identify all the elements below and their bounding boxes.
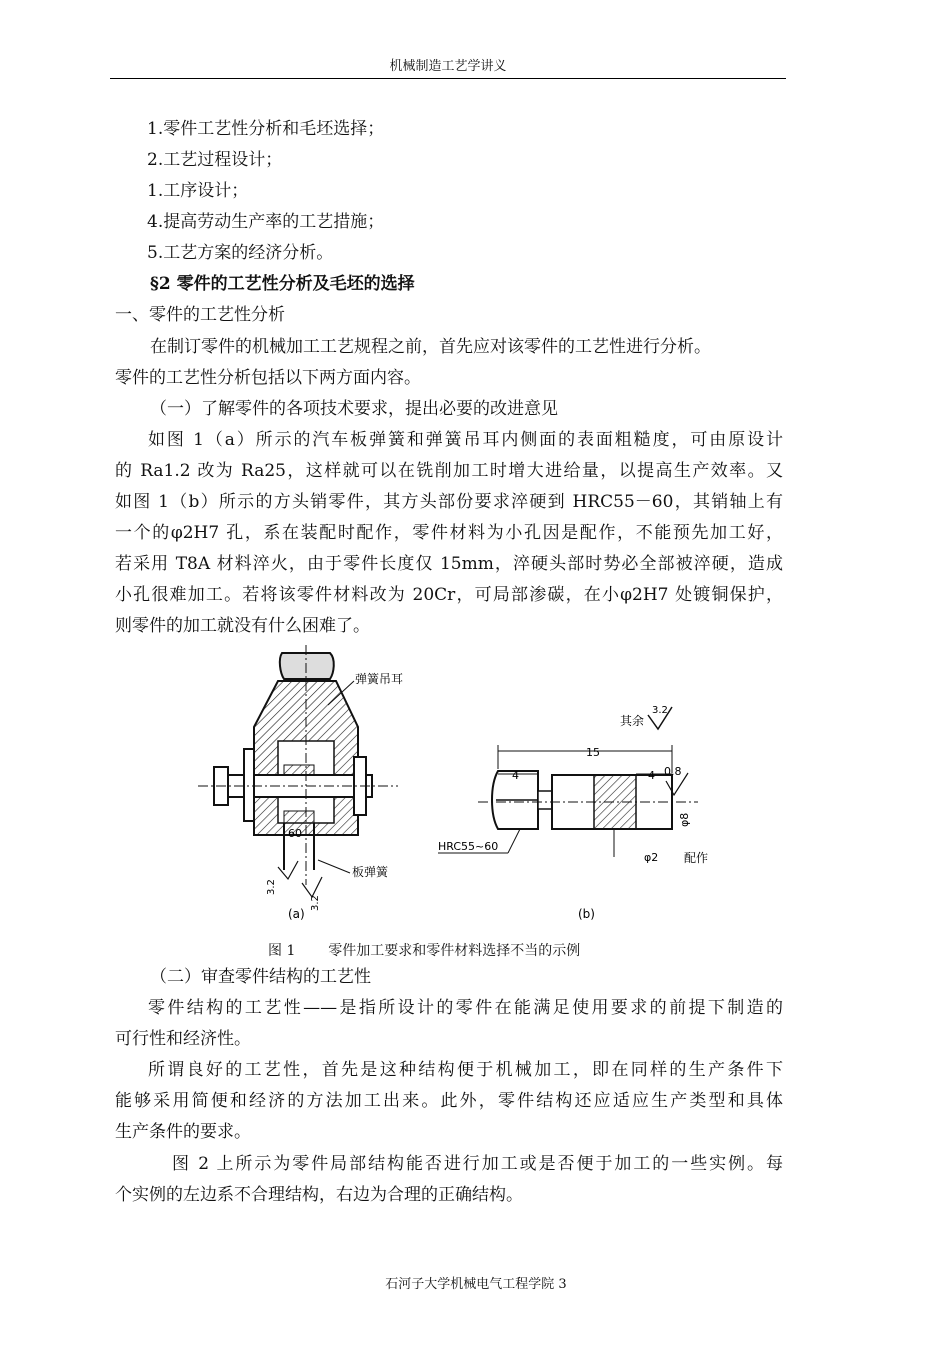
rough-08-label: 0.8 — [664, 765, 682, 778]
caption-number: 图 1 — [268, 943, 296, 959]
list-item: 2.工艺过程设计； — [147, 150, 283, 170]
dim-15-label: 15 — [586, 746, 600, 759]
header-rule — [110, 78, 786, 79]
paragraph-line: 的 Ra1.2 改为 Ra25，这样就可以在铣削加工时增大进给量，以提高生产效率。又 — [115, 461, 783, 481]
fit-label: 配作 — [684, 851, 709, 865]
label-a: (a) — [288, 907, 305, 921]
paragraph-line: 则零件的加工就没有什么困难了。 — [115, 616, 370, 636]
dim-60-label: 60 — [288, 827, 302, 840]
paragraph-line: 小孔很难加工。若将该零件材料改为 20Cr，可局部渗碳，在小φ2H7 处镀铜保护， — [115, 585, 783, 605]
dim-4b-label: 4 — [648, 769, 655, 782]
paragraph-line: 可行性和经济性。 — [115, 1029, 251, 1049]
item-heading: （一）了解零件的各项技术要求，提出必要的改进意见 — [150, 399, 558, 419]
page-footer: 石河子大学机械电气工程学院 3 — [385, 1277, 567, 1292]
caption-text: 零件加工要求和零件材料选择不当的示例 — [328, 943, 581, 959]
paragraph-line: 一个的φ2H7 孔，系在装配时配作，零件材料为小孔因是配作，不能预先加工好， — [115, 523, 783, 543]
roughness-a1-label: 3.2 — [266, 879, 277, 895]
paragraph-line: 在制订零件的机械加工工艺规程之前，首先应对该零件的工艺性进行分析。 — [150, 337, 711, 357]
roughness-a2-label: 3.2 — [310, 895, 321, 911]
section-title: §2 零件的工艺性分析及毛坯的选择 — [150, 274, 415, 294]
list-item: 4.提高劳动生产率的工艺措施； — [147, 212, 385, 232]
list-item: 5.工艺方案的经济分析。 — [147, 243, 334, 263]
spring-ear-label: 弹簧吊耳 — [355, 672, 404, 686]
paragraph-line: 能够采用简便和经济的方法加工出来。此外，零件结构还应适应生产类型和具体 — [115, 1091, 783, 1111]
hrc-label: HRC55~60 — [438, 840, 499, 853]
figure-1-drawing — [158, 645, 738, 937]
leaf-spring-label: 板弹簧 — [352, 865, 389, 879]
paragraph-line: 零件结构的工艺性——是指所设计的零件在能满足使用要求的前提下制造的 — [148, 998, 783, 1018]
page-header: 机械制造工艺学讲义 — [389, 59, 507, 74]
item-heading: （二）审查零件结构的工艺性 — [150, 967, 371, 987]
list-item: 1.工序设计； — [147, 181, 249, 201]
rest-label: 其余 — [620, 714, 645, 728]
figure-a — [198, 645, 403, 921]
paragraph-line: 零件的工艺性分析包括以下两方面内容。 — [115, 368, 421, 388]
roughness-icon — [278, 861, 298, 879]
paragraph-line: 生产条件的要求。 — [115, 1122, 251, 1142]
paragraph-line: 所谓良好的工艺性，首先是这种结构便于机械加工，即在同样的生产条件下 — [148, 1060, 783, 1080]
list-item: 1.零件工艺性分析和毛坯选择； — [147, 119, 385, 139]
roughness-icon — [302, 877, 322, 897]
figure-caption — [268, 940, 580, 960]
paragraph-line: 若采用 T8A 材料淬火，由于零件长度仅 15mm，淬硬头部时势必全部被淬硬，造成 — [115, 554, 783, 574]
dia2-label: φ2 — [644, 851, 659, 864]
paragraph-line: 如图 1（a）所示的汽车板弹簧和弹簧吊耳内侧面的表面粗糙度，可由原设计 — [148, 430, 783, 450]
paragraph-line: 图 2 上所示为零件局部结构能否进行加工或是否便于加工的一些实例。每 — [172, 1154, 783, 1174]
dia8-label: φ8 — [678, 812, 691, 827]
rest-value-label: 3.2 — [652, 705, 668, 716]
figure-b — [438, 705, 708, 921]
figure-1 — [158, 645, 738, 937]
subsection-heading: 一、零件的工艺性分析 — [115, 305, 285, 325]
label-b: (b) — [578, 907, 595, 921]
dim-4a-label: 4 — [512, 769, 519, 782]
paragraph-line: 个实例的左边系不合理结构，右边为合理的正确结构。 — [115, 1185, 523, 1205]
paragraph-line: 如图 1（b）所示的方头销零件，其方头部份要求淬硬到 HRC55－60，其销轴上有 — [115, 492, 783, 512]
